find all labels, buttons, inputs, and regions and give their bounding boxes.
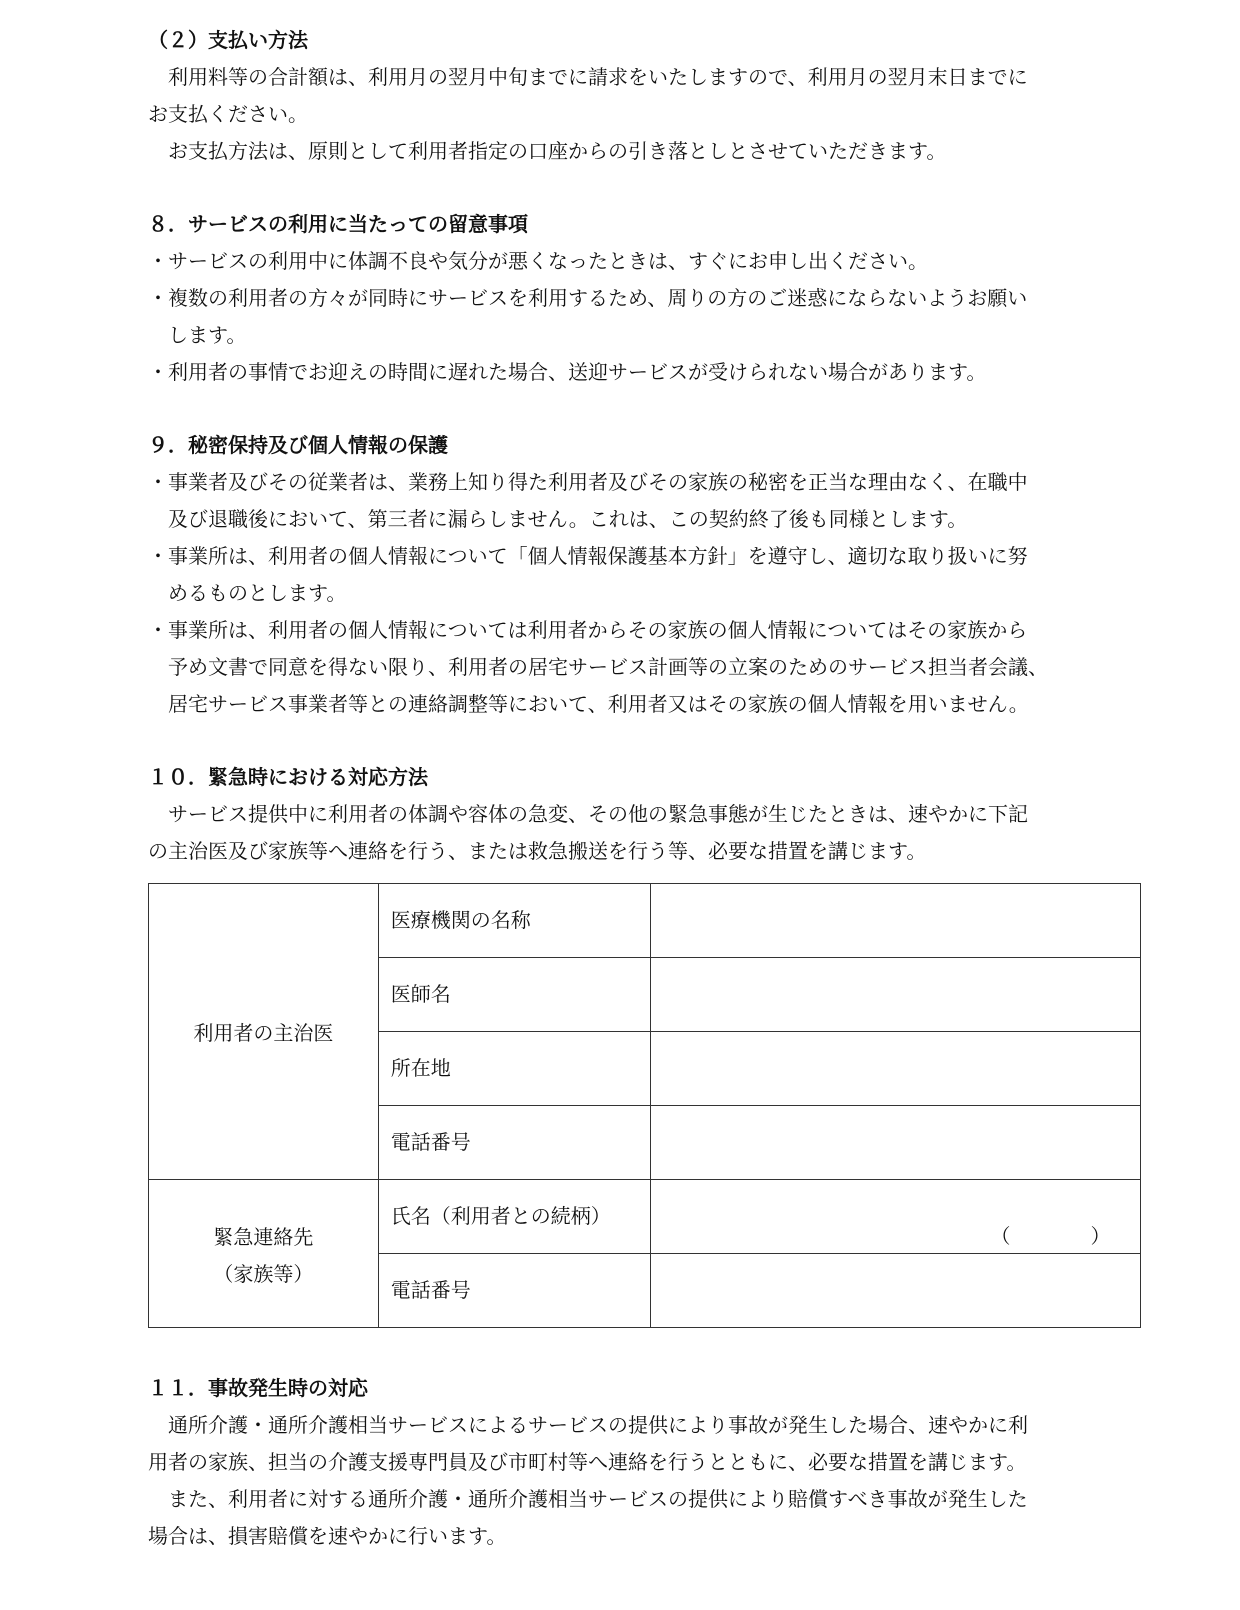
table-row [149, 884, 1141, 958]
section10-heading: １０．緊急時における対応方法 [148, 765, 428, 789]
institution-label: 医療機関の名称 [390, 908, 531, 932]
section9-bullet1-line1: ・事業者及びその従業者は、業務上知り得た利用者及びその家族の秘密を正当な理由なく、在職中 [148, 470, 1028, 494]
section9-bullet2-line2: めるものとします。 [168, 581, 347, 605]
section11-para1-line1: 通所介護・通所介護相当サービスによるサービスの提供により事故が発生した場合、速やかに利 [168, 1413, 1028, 1437]
family-label: （家族等） [213, 1261, 314, 1286]
doctor-phone-value-field[interactable] [650, 1106, 1140, 1180]
emergency-contact-table [148, 883, 1141, 1328]
section9-heading: ９．秘密保持及び個人情報の保護 [148, 433, 448, 457]
primary-doctor-group-label [149, 884, 379, 1180]
section8-bullet2-line2: します。 [168, 323, 247, 347]
section11-heading: １１．事故発生時の対応 [148, 1376, 368, 1400]
payment-heading: （２）支払い方法 [148, 28, 308, 52]
section8-heading: ８．サービスの利用に当たっての留意事項 [148, 212, 528, 236]
section8-bullet3: ・利用者の事情でお迎えの時間に遅れた場合、送迎サービスが受けられない場合があります。 [148, 360, 987, 384]
emergency-contact-group-label [149, 1180, 379, 1328]
payment-para1-line2: お支払ください。 [148, 102, 308, 126]
section9-bullet3-line2: 予め文書で同意を得ない限り、利用者の居宅サービス計画等の立案のためのサービス担当者会議、 [168, 655, 1048, 679]
section10-para-line1: サービス提供中に利用者の体調や容体の急変、その他の緊急事態が生じたときは、速やかに下記 [168, 802, 1028, 826]
section9-bullet2-line1: ・事業所は、利用者の個人情報について「個人情報保護基本方針」を遵守し、適切な取り扱いに努 [148, 544, 1028, 568]
doctor-name-value-field[interactable] [650, 958, 1140, 1032]
section10-para-line2: の主治医及び家族等へ連絡を行う、または救急搬送を行う等、必要な措置を講じます。 [148, 839, 927, 863]
address-label: 所在地 [390, 1056, 451, 1080]
section11-block [148, 1370, 1138, 1555]
row-label-address [378, 1032, 650, 1106]
relation-parentheses: （ ） [990, 1224, 1111, 1248]
row-label-contact-name [378, 1180, 650, 1254]
row-label-institution [378, 884, 650, 958]
primary-doctor-label: 利用者の主治医 [193, 1021, 334, 1045]
table-row [149, 1180, 1141, 1254]
address-value-field[interactable] [650, 1032, 1140, 1106]
institution-value-field[interactable] [650, 884, 1140, 958]
payment-para2: お支払方法は、原則として利用者指定の口座からの引き落としとさせていただきます。 [168, 139, 947, 163]
contact-name-value-field[interactable] [650, 1180, 1140, 1254]
emergency-contact-label: 緊急連絡先 [213, 1224, 314, 1249]
contact-phone-value-field[interactable] [650, 1254, 1140, 1328]
document-body [148, 22, 1138, 870]
section9-bullet3-line3: 居宅サービス事業者等との連絡調整等において、利用者又はその家族の個人情報を用いません。 [168, 692, 1029, 716]
row-label-contact-phone [378, 1254, 650, 1328]
contact-phone-label: 電話番号 [390, 1278, 471, 1302]
section9-bullet1-line2: 及び退職後において、第三者に漏らしません。これは、この契約終了後も同様とします。 [168, 507, 968, 531]
section8-bullet2-line1: ・複数の利用者の方々が同時にサービスを利用するため、周りの方のご迷惑にならないようお願い [148, 286, 1028, 310]
section9-bullet3-line1: ・事業所は、利用者の個人情報については利用者からその家族の個人情報についてはその家族から [148, 618, 1028, 642]
row-label-doctor-name [378, 958, 650, 1032]
section11-para1-line2: 用者の家族、担当の介護支援専門員及び市町村等へ連絡を行うとともに、必要な措置を講じます。 [148, 1450, 1027, 1474]
doctor-phone-label: 電話番号 [390, 1130, 471, 1154]
doctor-name-label: 医師名 [390, 982, 451, 1006]
section11-para2-line1: また、利用者に対する通所介護・通所介護相当サービスの提供により賠償すべき事故が発生した [168, 1487, 1028, 1511]
section11-para2-line2: 場合は、損害賠償を速やかに行います。 [148, 1524, 507, 1548]
payment-para1-line1: 利用料等の合計額は、利用月の翌月中旬までに請求をいたしますので、利用月の翌月末日までに [168, 65, 1028, 89]
row-label-doctor-phone [378, 1106, 650, 1180]
contact-name-label: 氏名（利用者との続柄） [390, 1204, 611, 1228]
section8-bullet1: ・サービスの利用中に体調不良や気分が悪くなったときは、すぐにお申し出ください。 [148, 249, 928, 273]
